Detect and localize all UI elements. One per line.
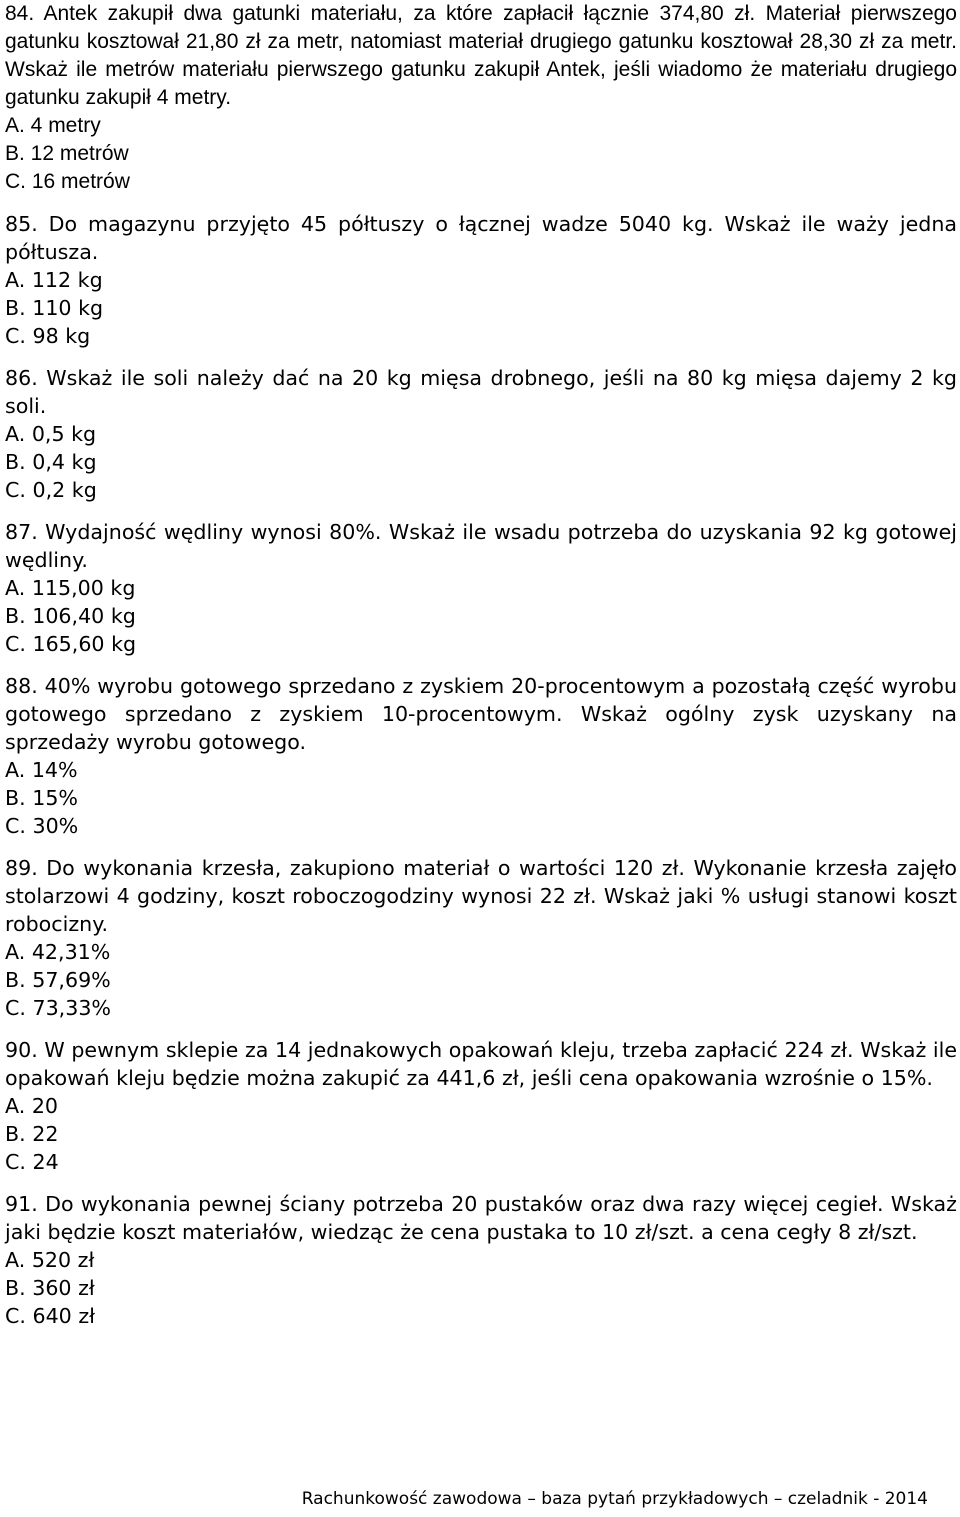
question-text: 90. W pewnym sklepie za 14 jednakowych opakowań kleju, trzeba zapłacić 224 zł. Wskaż ile opakowań kleju będzie można zakupić za 441,6 zł, jeśli cena opakowania wzrośnie o 15%. [5,1038,957,1090]
question-text: 91. Do wykonania pewnej ściany potrzeba 20 pustaków oraz dwa razy więcej cegieł. Wskaż jaki będzie koszt materiałów, wiedząc że cena pustaka to 10 zł/szt. a cena cegły 8 zł/szt. [5,1192,957,1244]
answer-options [5,1246,957,1330]
answer-options [5,1092,957,1176]
question-text: 85. Do magazynu przyjęto 45 półtuszy o łącznej wadze 5040 kg. Wskaż ile waży jedna półtusza. [5,212,957,264]
question-text: 87. Wydajność wędliny wynosi 80%. Wskaż ile wsadu potrzeba do uzyskania 92 kg gotowej wędliny. [5,520,957,572]
question-text: 88. 40% wyrobu gotowego sprzedano z zyskiem 20-procentowym a pozostałą część wyrobu gotowego sprzedano z zyskiem 10-procentowym. Wskaż ogólny zysk uzyskany na sprzedaży wyrobu gotowego. [5,674,957,754]
answer-option-c: C. 165,60 kg [5,632,137,656]
answer-option-b: B. 106,40 kg [5,604,136,628]
answer-option-c: C. 16 metrów [5,170,130,193]
question-88 [5,672,957,840]
answer-option-a: A. 42,31% [5,940,111,964]
answer-option-b: B. 12 metrów [5,142,129,165]
answer-option-b: B. 0,4 kg [5,450,97,474]
answer-option-a: A. 112 kg [5,268,103,292]
answer-option-b: B. 15% [5,786,78,810]
answer-option-b: B. 360 zł [5,1276,95,1300]
document-page [5,0,957,1344]
page-footer: Rachunkowość zawodowa – baza pytań przykładowych – czeladnik - 2014 [301,1489,928,1509]
question-91 [5,1190,957,1330]
question-85 [5,210,957,350]
answer-option-c: C. 640 zł [5,1304,95,1328]
answer-option-b: B. 110 kg [5,296,104,320]
answer-option-c: C. 73,33% [5,996,111,1020]
answer-option-a: A. 115,00 kg [5,576,136,600]
question-text: 89. Do wykonania krzesła, zakupiono materiał o wartości 120 zł. Wykonanie krzesła zajęło stolarzowi 4 godziny, koszt roboczogodziny wynosi 22 zł. Wskaż jaki % usługi stanowi koszt robocizny. [5,856,957,936]
question-text: 86. Wskaż ile soli należy dać na 20 kg mięsa drobnego, jeśli na 80 kg mięsa dajemy 2 kg soli. [5,366,957,418]
answer-options [5,420,957,504]
question-86 [5,364,957,504]
answer-option-a: A. 0,5 kg [5,422,97,446]
answer-options [5,938,957,1022]
answer-option-a: A. 520 zł [5,1248,95,1272]
question-90 [5,1036,957,1176]
answer-options [5,266,957,350]
question-84 [5,0,957,196]
answer-option-c: C. 0,2 kg [5,478,97,502]
question-text: 84. Antek zakupił dwa gatunki materiału, za które zapłacił łącznie 374,80 zł. Materiał pierwszego gatunku kosztował 21,80 zł za metr, natomiast materiał drugiego gatunku kosztował 28,30 zł za metr. Wskaż ile metrów materiału pierwszego gatunku zakupił Antek, jeśli wiadomo że materiału drugiego gatunku zakupił 4 metry. [5,2,957,109]
answer-options [5,574,957,658]
answer-option-a: A. 4 metry [5,114,101,137]
answer-option-a: A. 20 [5,1094,59,1118]
answer-option-a: A. 14% [5,758,78,782]
answer-option-b: B. 57,69% [5,968,111,992]
answer-option-c: C. 98 kg [5,324,91,348]
question-89 [5,854,957,1022]
answer-option-b: B. 22 [5,1122,59,1146]
question-87 [5,518,957,658]
answer-options [5,112,957,196]
answer-option-c: C. 24 [5,1150,59,1174]
answer-option-c: C. 30% [5,814,79,838]
answer-options [5,756,957,840]
